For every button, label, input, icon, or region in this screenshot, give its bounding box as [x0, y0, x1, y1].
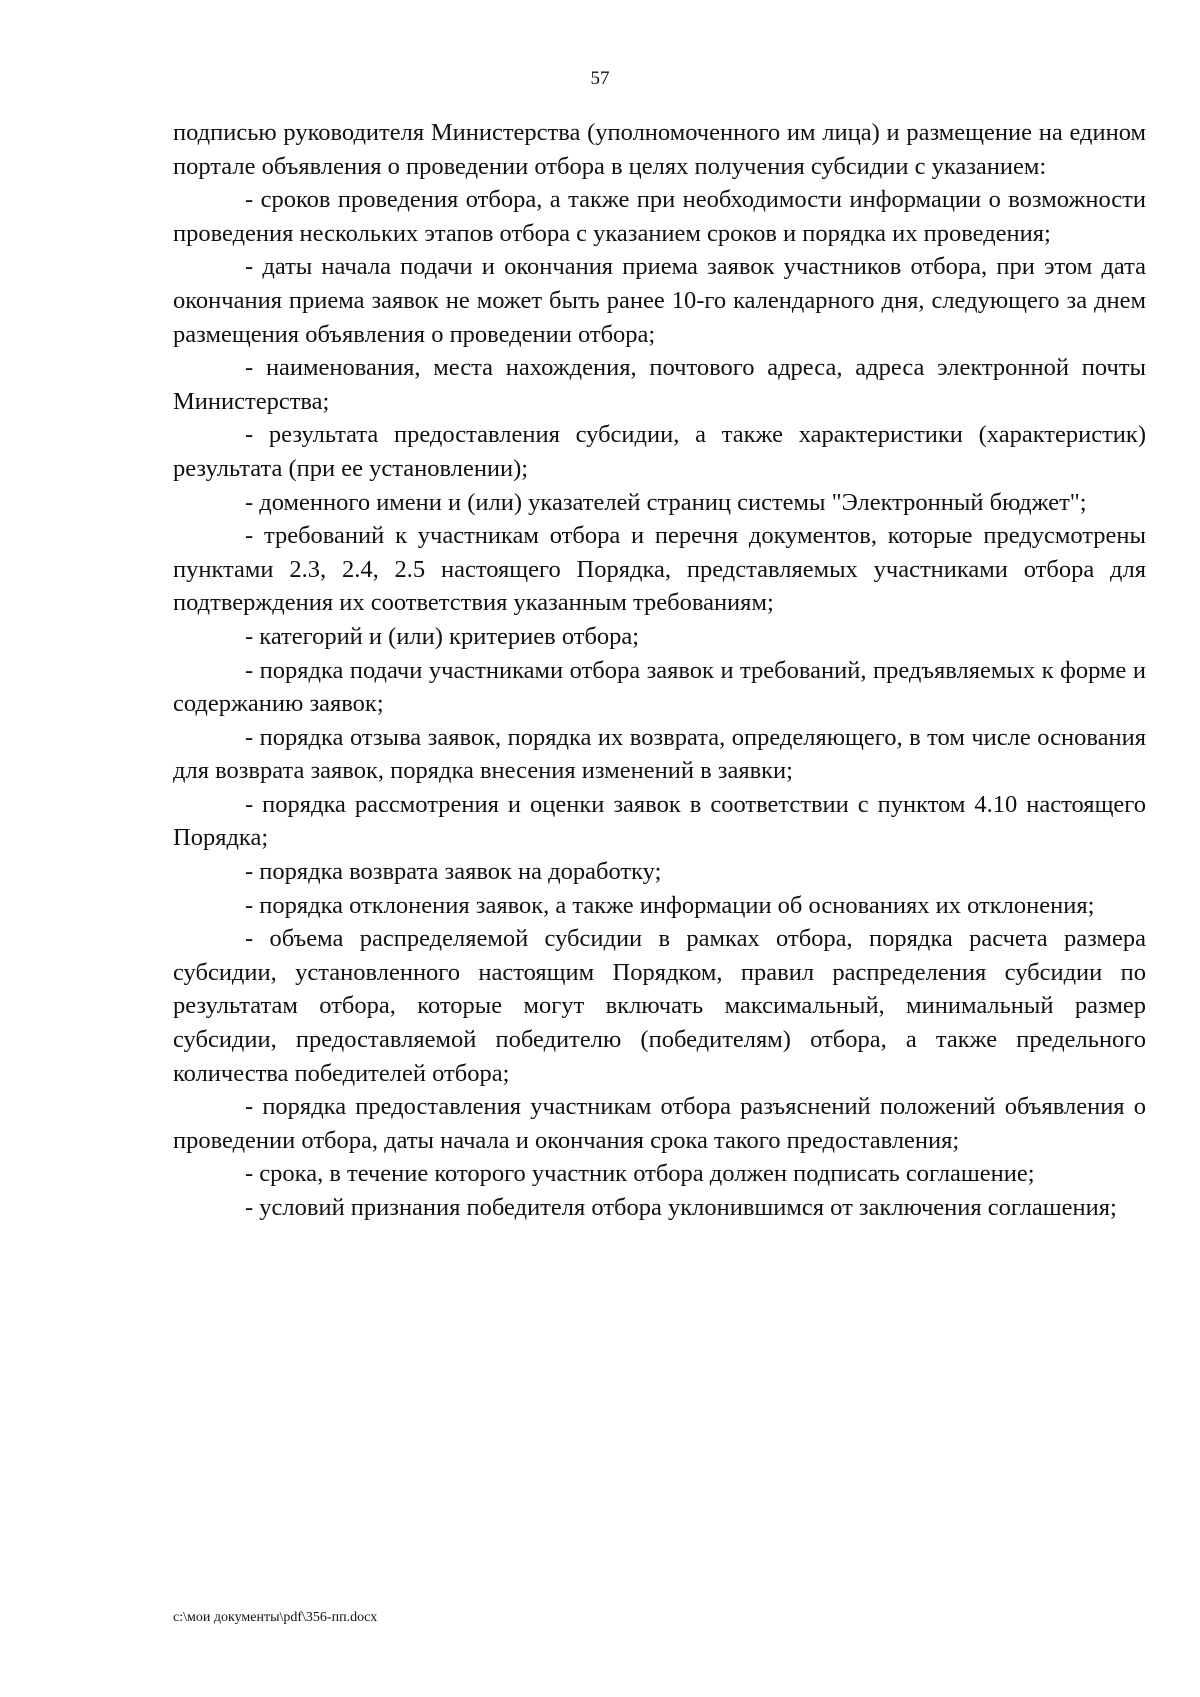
list-item: - порядка возврата заявок на доработку; [245, 858, 662, 886]
footer-file-path: c:\мои документы\pdf\356-пп.docx [173, 1610, 378, 1625]
list-item: - порядка подачи участниками отбора заявок и требований, предъявляемых к форме и содержанию заявок; [173, 656, 1146, 718]
list-item: - срока, в течение которого участник отбора должен подписать соглашение; [245, 1160, 1035, 1188]
list-item: - порядка предоставления участникам отбора разъяснений положений объявления о проведении отбора, даты начала и окончания срока такого предоставления; [173, 1093, 1146, 1154]
list-item: - объема распределяемой субсидии в рамках отбора, порядка расчета размера субсидии, установленного настоящим Порядком, правил распределения субсидии по результатам отбора, которые могут включать максимальный, минимальный размер субсидии, предоставляемой победителю (победителям) отбора, а также предельного количества победителей отбора; [173, 925, 1146, 1087]
list-item: - порядка отзыва заявок, порядка их возврата, определяющего, в том числе основания для возврата заявок, порядка внесения изменений в заявки; [173, 723, 1146, 785]
list-item: - условий признания победителя отбора уклонившимся от заключения соглашения; [245, 1194, 1117, 1221]
list-item: - порядка рассмотрения и оценки заявок в соответствии с пунктом 4.10 настоящего Порядка; [173, 790, 1146, 852]
list-item: - результата предоставления субсидии, а также характеристики (характеристик) результата (при ее установлении); [173, 421, 1146, 482]
list-item: - доменного имени и (или) указателей страниц системы "Электронный бюджет"; [245, 488, 1087, 516]
list-item: - даты начала подачи и окончания приема заявок участников отбора, при этом дата окончания приема заявок не может быть ранее 10-го календарного дня, следующего за днем размещения объявления о проведении отбора; [173, 253, 1146, 348]
list-item: - порядка отклонения заявок, а также информации об основаниях их отклонения; [245, 891, 1095, 919]
page-number: 57 [590, 68, 610, 89]
list-item: - наименования, места нахождения, почтового адреса, адреса электронной почты Министерства; [173, 354, 1146, 415]
list-item: - категорий и (или) критериев отбора; [245, 622, 640, 650]
list-item: - требований к участникам отбора и перечня документов, которые предусмотрены пунктами 2.3, 2.4, 2.5 настоящего Порядка, представляемых участниками отбора для подтверждения их соответствия указанным требованиям; [173, 522, 1146, 617]
paragraph-continuation: подписью руководителя Министерства (уполномоченного им лица) и размещение на едином портале объявления о проведении отбора в целях получения субсидии с указанием: [173, 119, 1146, 180]
list-item: - сроков проведения отбора, а также при необходимости информации о возможности проведения нескольких этапов отбора с указанием сроков и порядка их проведения; [173, 186, 1146, 247]
document-body [173, 116, 1146, 1225]
